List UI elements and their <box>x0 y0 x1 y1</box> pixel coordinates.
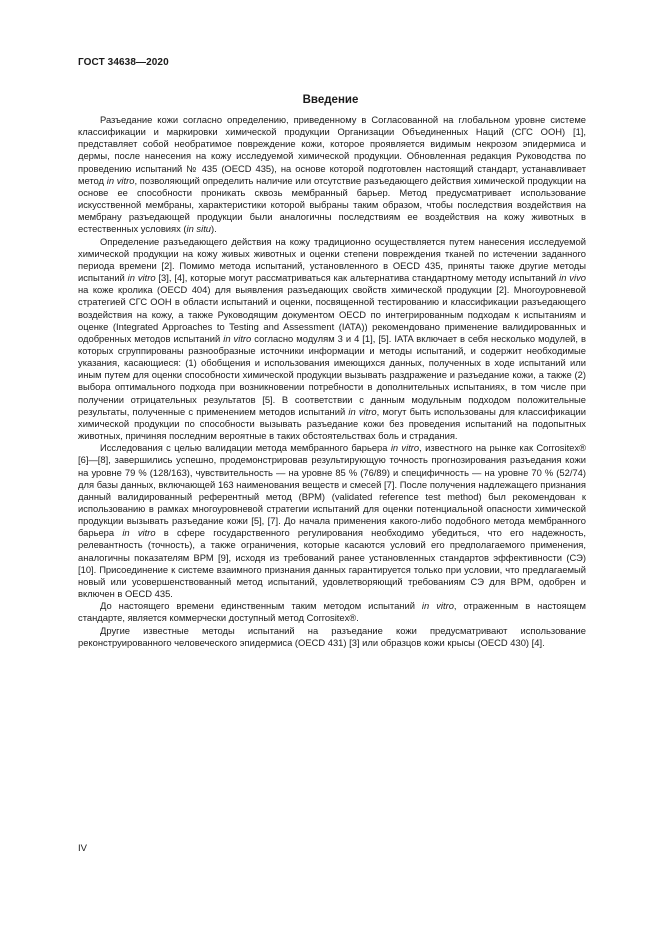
italic-run: in vivo <box>559 272 586 284</box>
text-run: , известного на рынке как Corrositex® [6]—[8], завершились успешно, продемонстрировав результирующую точность прогнозирования разъедания кожи на уровне 79 % (128/163), чувствительность — на уровне 85 % (76/89) и специфичность — на уровне 70 % (52/74) для базы данных, включающей 163 наименования веществ и смесей [7]. После получения надлежащего признания данный валидированный референтный метод (ВРМ) (validated reference test method) был рекомендован к использованию в рамках многоуровневой стратегии испытаний для оценки потенциальной опасности химической продукции вызывать разъедание кожи [5], [7]. До начала применения какого-либо подобного метода мембранного барьера <box>78 442 586 539</box>
section-title: Введение <box>302 94 359 106</box>
italic-run: in vitro <box>348 405 377 417</box>
italic-run: in vitro <box>106 174 135 186</box>
italic-run: in situ <box>186 223 212 235</box>
text-run: До настоящего времени единственным таким методом испытаний <box>100 600 422 612</box>
italic-run: in vitro <box>390 442 420 454</box>
text-run: согласно модулям 3 и 4 [1], [5]. IATA включает в себя несколько модулей, в которых сгруппированы разнообразные источники информации и методы испытаний, и содержит необходимые указания, касающиеся: (1) обобщения и использования имеющихся данных, полученных в ходе испытаний или иным путем для оценки способности химической продукции вызывать раздражение и разъедание кожи, а также (2) выбора оптимального подхода при возникновении потребности в дополнительных испытаниях, в том числе при получении отрицательных результатов [5]. В соответствии с данным модульным подходом положительные результаты, полученные с применением методов испытаний <box>78 332 587 417</box>
text-run: на коже кролика (OECD 404) для выявления разъедающих свойств химической продукции [2]. Многоуровневой стратегией СГС ООН в области испытаний и оценки, посвященной тестированию и классификации разъедающего воздействия на кожу, а также Руководящим документом OECD по интегрированным подходам к испытаниям и оценке (Integrated Approaches to Testing and Assessment (IATA)) рекомендовано применение валидированных и одобренных методов испытаний <box>78 284 586 344</box>
text-run: в сфере государственного регулирования необходимо убедиться, что его надежность, релевантность (точность), а также ограничения, которые касаются условий его предполагаемого применения, аналогичны показателям ВРМ [9], исходя из требований ранее установленных стандартов эффективности (СЭ) [10]. Присоединение к системе взаимного признания данных гарантируется только при условии, что предлагаемый новый или усовершенствованный метод испытаний, удовлетворяющий требованиям СЭ для ВРМ, одобрен и включен в OECD 435. <box>78 527 586 600</box>
text-run: ). <box>211 223 217 235</box>
text-run: Разъедание кожи согласно определению, приведенному в Согласованной на глобальном уровне системе классификации и маркировки химической продукции Организации Объединенных Наций (СГС ООН) [1], представляет собой необратимое повреждение кожи, которое проявляется видимым некрозом эпидермиса и дермы, после нанесения на кожу исследуемой химической продукции. Обновленная редакция Руководства по проведению испытаний № 435 (OECD 435), на основе которой подготовлен настоящий стандарт, устанавливает метод <box>78 114 586 186</box>
paragraph <box>78 442 586 600</box>
italic-run: in vitro <box>223 332 252 344</box>
text-run: Определение разъедающего действия на кожу традиционно осуществляется путем нанесения исследуемой химической продукции на кожу живых животных и оценки степени повреждения тканей по истечении заданного периода времени [2]. Помимо метода испытаний, установленного в OECD 435, приняты также другие методы испытаний <box>78 235 586 284</box>
italic-run: in vitro <box>421 600 454 612</box>
paragraph <box>78 625 586 649</box>
italic-run: in vitro <box>122 527 156 539</box>
body-text <box>78 114 586 649</box>
italic-run: in vitro <box>127 272 156 284</box>
text-run: Другие известные методы испытаний на разъедание кожи предусматривают использование реконструированного человеческого эпидермиса (OECD 431) [3] или образцов кожи крысы (OECD 430) [4]. <box>78 624 586 648</box>
paragraph <box>78 600 586 624</box>
text-run: [3], [4], которые могут рассматриваться как альтернатива стандартному методу испытаний <box>155 272 560 284</box>
paragraph <box>78 114 586 236</box>
text-run: , могут быть использованы для классификации химической продукции по способности вызывать разъедание кожи без проведения испытаний на подопытных животных, причиняя последним вероятные в таких обстоятельствах боль и страдания. <box>78 405 586 442</box>
text-run: Исследования с целью валидации метода мембранного барьера <box>100 442 391 454</box>
text-run: , позволяющий определить наличие или отсутствие разъедающего действия химической продукции на основе ее способности проникать сквозь мембранный барьер. Метод предусматривает использование искусственной мембраны, характеристики которой выбраны таким образом, чтобы последствия воздействия на мембрану разъедающей продукции были аналогичны последствиям ее воздействия на кожу животных в естественных условиях ( <box>78 174 586 235</box>
text-run: , отраженным в настоящем стандарте, является коммерчески доступный метод Corrositex®. <box>78 600 586 624</box>
paragraph <box>78 236 586 443</box>
page-number: IV <box>78 843 87 854</box>
standard-code-header: ГОСТ 34638—2020 <box>78 57 169 68</box>
